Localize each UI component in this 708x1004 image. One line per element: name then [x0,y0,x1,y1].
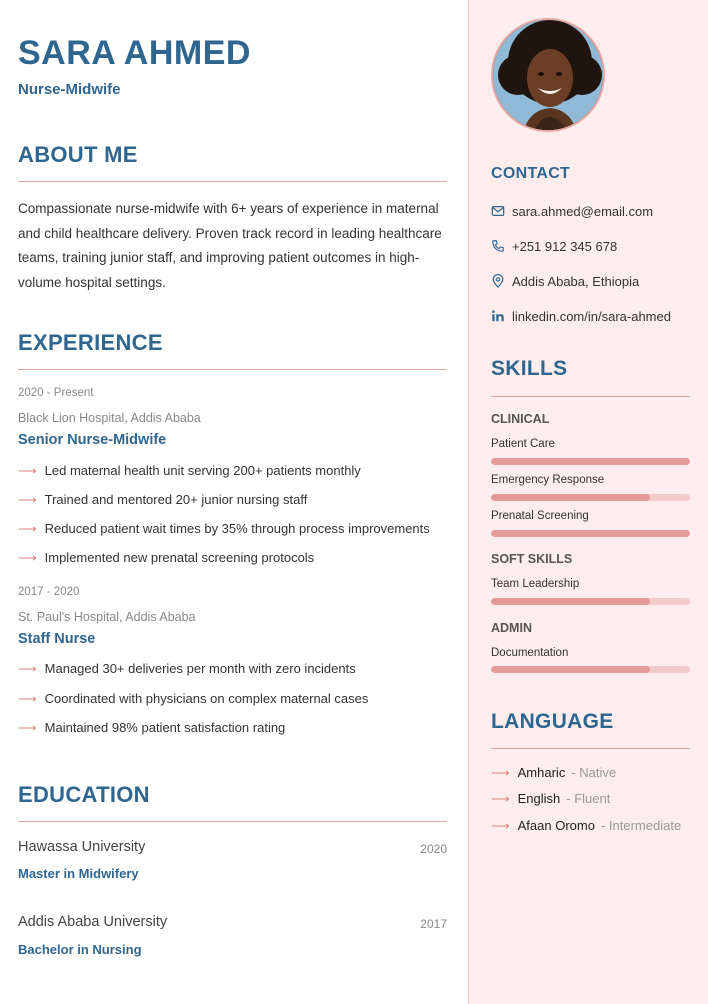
skill-bar [491,458,690,465]
job-title: Staff Nurse [18,631,96,647]
skills-divider [491,396,690,397]
education-heading: EDUCATION [18,782,150,807]
candidate-role: Nurse-Midwife [18,81,121,98]
location-pin-icon [491,274,505,288]
mail-icon [491,204,505,218]
skill-bar [491,494,690,501]
education-divider [18,821,447,822]
sidebar [468,0,708,1004]
education-degree: Bachelor in Nursing [18,942,142,957]
job-bullet: ⟶ Maintained 98% patient satisfaction rating [18,720,286,735]
skill-name: Patient Care [491,438,555,450]
education-year: 2017 [420,917,447,931]
profile-photo [493,20,605,132]
job-employer: St. Paul's Hospital, Addis Ababa [18,610,196,624]
job-bullet: ⟶ Implemented new prenatal screening protocols [18,550,315,565]
arrow-right-icon: ⟶ [18,463,37,478]
candidate-name: SARA AHMED [18,34,251,72]
job-bullet: ⟶ Trained and mentored 20+ junior nursing staff [18,492,308,507]
job-title: Senior Nurse-Midwife [18,432,167,448]
arrow-right-icon: ⟶ [18,691,37,706]
job-dates: 2017 - 2020 [18,586,80,598]
skills-heading: SKILLS [491,357,568,380]
arrow-right-icon: ⟶ [18,550,37,565]
experience-divider [18,369,447,370]
job-bullet: ⟶ Reduced patient wait times by 35% through process improvements [18,521,430,536]
arrow-right-icon: ⟶ [491,765,510,780]
skill-category: ADMIN [491,621,532,635]
language-heading: LANGUAGE [491,710,614,733]
arrow-right-icon: ⟶ [491,791,510,806]
skill-bar-fill [491,494,650,501]
skill-bar-fill [491,530,690,537]
job-bullet: ⟶ Coordinated with physicians on complex maternal cases [18,691,369,706]
arrow-right-icon: ⟶ [491,818,510,833]
language-divider [491,748,690,749]
about-divider [18,181,447,182]
about-heading: ABOUT ME [18,142,138,167]
skill-bar [491,530,690,537]
language-item: ⟶ English - Fluent [491,791,611,806]
skill-bar [491,598,690,605]
skill-bar-fill [491,598,650,605]
contact-location: Addis Ababa, Ethiopia [491,274,639,289]
skill-category: SOFT SKILLS [491,552,573,566]
arrow-right-icon: ⟶ [18,661,37,676]
skill-name: Documentation [491,647,569,659]
phone-icon [491,239,505,253]
linkedin-icon [491,309,505,323]
contact-phone[interactable]: +251 912 345 678 [491,239,617,254]
language-item: ⟶ Amharic - Native [491,765,617,780]
skill-name: Prenatal Screening [491,510,589,522]
skill-bar [491,666,690,673]
arrow-right-icon: ⟶ [18,720,37,735]
education-school: Hawassa University [18,839,146,855]
skill-category: CLINICAL [491,412,550,426]
skill-bar-fill [491,666,650,673]
education-year: 2020 [420,842,447,856]
skill-name: Team Leadership [491,578,580,590]
skill-name: Emergency Response [491,474,605,486]
job-bullet: ⟶ Led maternal health unit serving 200+ patients monthly [18,463,361,478]
skill-bar-fill [491,458,690,465]
language-item: ⟶ Afaan Oromo - Intermediate [491,818,682,833]
job-dates: 2020 - Present [18,387,94,399]
arrow-right-icon: ⟶ [18,492,37,507]
contact-linkedin[interactable]: linkedin.com/in/sara-ahmed [491,309,671,324]
contact-heading: CONTACT [491,165,571,182]
about-text: Compassionate nurse-midwife with 6+ years of experience in maternal and child healthcare delivery. Proven track record in leading healthcare teams, training junior staff, and improving patient outcomes in high-volume hospital settings. [18,201,442,290]
arrow-right-icon: ⟶ [18,521,37,536]
job-bullet: ⟶ Managed 30+ deliveries per month with zero incidents [18,661,356,676]
education-degree: Master in Midwifery [18,866,139,881]
avatar [491,18,605,132]
contact-email[interactable]: sara.ahmed@email.com [491,204,653,219]
job-employer: Black Lion Hospital, Addis Ababa [18,411,201,425]
experience-heading: EXPERIENCE [18,330,163,355]
education-school: Addis Ababa University [18,914,168,930]
